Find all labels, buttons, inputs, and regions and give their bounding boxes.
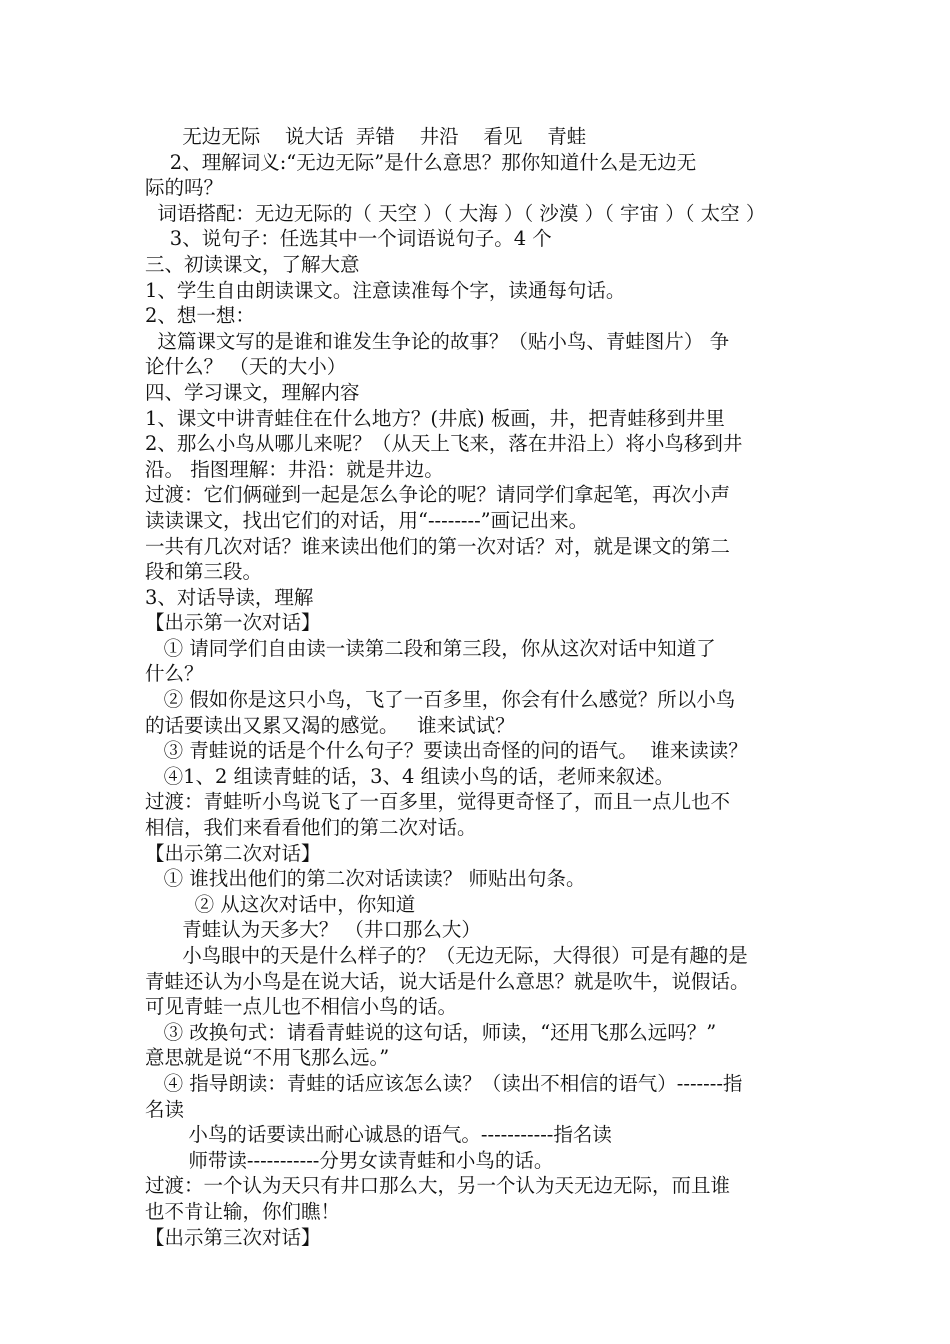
- text-line: 青蛙认为天多大？ （井口那么大）: [145, 918, 481, 942]
- text-line: 际的吗？: [145, 176, 224, 200]
- text-line: 读读课文，找出它们的对话，用“--------”画记出来。: [145, 508, 589, 532]
- text-line: 论什么？ （天的大小）: [145, 355, 347, 379]
- text-line: ① 请同学们自由读一读第二段和第三段，你从这次对话中知道了: [145, 636, 716, 660]
- vocab-words-line: 无边无际 说大话 弄错 井沿 看见 青蛙: [145, 125, 587, 148]
- text-line: 小鸟的话要读出耐心诚恳的语气。-----------指名读: [145, 1123, 612, 1147]
- text-line: 意思就是说“不用飞那么远。”: [145, 1046, 390, 1070]
- text-line: 一共有几次对话？谁来读出他们的第一次对话？对，就是课文的第二: [145, 534, 731, 558]
- text-line: ② 假如你是这只小鸟，飞了一百多里，你会有什么感觉？所以小鸟: [145, 688, 736, 712]
- text-line: 1、课文中讲青蛙住在什么地方？(井底) 板画，井，把青蛙移到井里: [145, 406, 725, 430]
- text-line: 1、学生自由朗读课文。注意读准每个字，读通每句话。: [145, 278, 626, 302]
- text-line: 也不肯让输，你们瞧！: [145, 1199, 341, 1223]
- text-line: 3、说句子：任选其中一个词语说句子。4 个: [145, 227, 552, 251]
- text-line: 过渡：青蛙听小鸟说飞了一百多里，觉得更奇怪了，而且一点儿也不: [145, 790, 731, 814]
- text-line: 相信，我们来看看他们的第二次对话。: [145, 816, 477, 840]
- section-heading: 四、学习课文，理解内容: [145, 380, 360, 404]
- text-line: 小鸟眼中的天是什么样子的？（无边无际，大得很）可是有趣的是: [145, 944, 748, 967]
- text-line: 过渡：它们俩碰到一起是怎么争论的呢？请同学们拿起笔，再次小声: [145, 483, 731, 507]
- text-line: 2、理解词义:“无边无际”是什么意思？那你知道什么是无边无: [145, 150, 697, 174]
- dialogue-heading: 【出示第三次对话】: [145, 1225, 321, 1249]
- text-line: 3、对话导读，理解: [145, 585, 314, 609]
- text-line: 青蛙还认为小鸟是在说大话，说大话是什么意思？就是吹牛，说假话。: [145, 969, 750, 993]
- word-collocation-line: 词语搭配：无边无际的（ 天空 ）（ 大海 ）（ 沙漠 ）（ 宇宙 ）（ 太空 ）: [145, 201, 766, 225]
- text-line: 2、想一想：: [145, 304, 255, 328]
- text-line: ① 谁找出他们的第二次对话读读？ 师贴出句条。: [145, 867, 586, 891]
- section-heading: 三、初读课文，了解大意: [145, 252, 360, 276]
- text-line: 这篇课文写的是谁和谁发生争论的故事？（贴小鸟、青蛙图片） 争: [145, 329, 730, 353]
- text-line: ③ 青蛙说的话是个什么句子？要读出奇怪的问的语气。 谁来读读？: [145, 739, 748, 763]
- text-line: 可见青蛙一点儿也不相信小鸟的话。: [145, 995, 458, 1019]
- text-line: 名读: [145, 1097, 185, 1121]
- text-line: ④ 指导朗读：青蛙的话应该怎么读？（读出不相信的语气）-------指: [145, 1071, 743, 1095]
- text-line: ② 从这次对话中，你知道: [145, 892, 416, 916]
- text-line: 过渡：一个认为天只有井口那么大，另一个认为天无边无际，而且谁: [145, 1174, 731, 1198]
- text-line: ④1、2 组读青蛙的话，3、4 组读小鸟的话，老师来叙述。: [145, 764, 675, 788]
- text-line: 2、那么小鸟从哪儿来呢？（从天上飞来，落在井沿上）将小鸟移到井: [145, 432, 743, 456]
- text-line: 的话要读出又累又渴的感觉。 谁来试试？: [145, 713, 515, 737]
- text-line: 师带读-----------分男女读青蛙和小鸟的话。: [145, 1148, 554, 1172]
- document-body: [145, 124, 817, 1250]
- text-line: ③ 改换句式：请看青蛙说的这句话，师读，“还用飞那么远吗？”: [145, 1020, 717, 1044]
- text-line: 沿。 指图理解：井沿：就是井边。: [145, 457, 444, 481]
- text-line: 什么？: [145, 662, 204, 686]
- dialogue-heading: 【出示第一次对话】: [145, 611, 321, 635]
- dialogue-heading: 【出示第二次对话】: [145, 841, 321, 865]
- text-line: 段和第三段。: [145, 560, 263, 584]
